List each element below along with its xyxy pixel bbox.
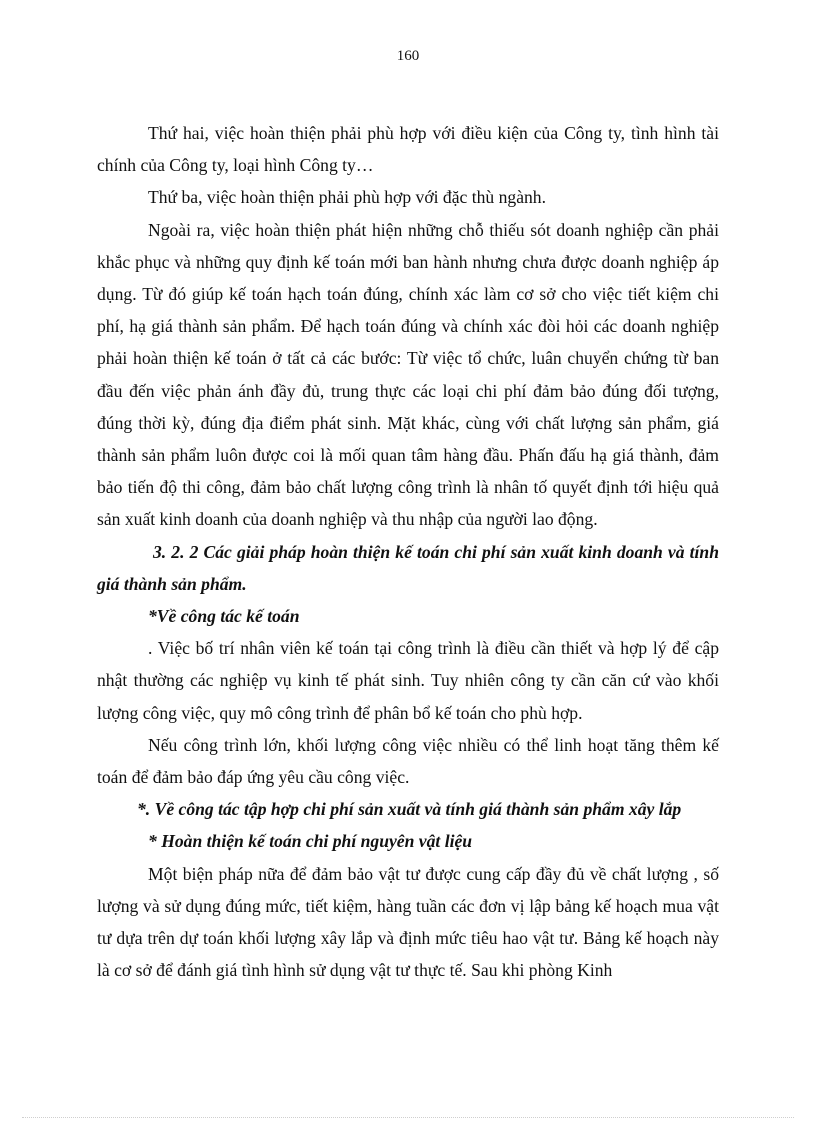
paragraph-material-supply: Một biện pháp nữa để đảm bảo vật tư được cung cấp đầy đủ về chất lượng , số lượng và sử dụng đúng mức, tiết kiệm, hàng tuần các đơn vị lập bảng kế hoạch mua vật tư dựa trên dự toán khối lượng xây lắp và định mức tiêu hao vật tư. Bảng kế hoạch này là cơ sở để đánh giá tình hình sử dụng vật tư thực tế. Sau khi phòng Kinh (97, 863, 719, 981)
subheading-material-costs: * Hoàn thiện kế toán chi phí nguyên vật liệu (148, 831, 473, 852)
paragraph-second-point: Thứ hai, việc hoàn thiện phải phù hợp với điều kiện của Công ty, tình hình tài chính của Công ty, loại hình Công ty… (97, 123, 719, 176)
body-text (97, 117, 719, 986)
page-bottom-divider (22, 1117, 794, 1118)
paragraph-large-projects: Nếu công trình lớn, khối lượng công việc nhiều có thể linh hoạt tăng thêm kế toán để đảm bảo đáp ứng yêu cầu công việc. (97, 734, 719, 788)
section-heading-3-2-2: 3. 2. 2 Các giải pháp hoàn thiện kế toán chi phí sản xuất kinh doanh và tính giá thành sản phẩm. (97, 541, 719, 594)
paragraph-moreover: Ngoài ra, việc hoàn thiện phát hiện những chỗ thiếu sót doanh nghiệp cần phải khắc phục và những quy định kế toán mới ban hành nhưng chưa được doanh nghiệp áp dụng. Từ đó giúp kế toán hạch toán đúng, chính xác làm cơ sở cho việc tiết kiệm chi phí, hạ giá thành sản phẩm. Để hạch toán đúng và chính xác đòi hỏi các doanh nghiệp phải hoàn thiện kế toán ở tất cả các bước: Từ việc tổ chức, luân chuyển chứng từ ban đầu đến việc phản ánh đầy đủ, trung thực các loại chi phí đảm bảo đúng đối tượng, đúng thời kỳ, đúng địa điểm phát sinh. Mặt khác, cùng với chất lượng sản phẩm, giá thành sản phẩm luôn được coi là mối quan tâm hàng đầu. Phấn đấu hạ giá thành, đảm bảo tiến độ thi công, đảm bảo chất lượng công trình là nhân tố quyết định tới hiệu quả sản xuất kinh doanh của doanh nghiệp và thu nhập của người lao động. (97, 219, 719, 530)
subheading-cost-collection: *. Về công tác tập hợp chi phí sản xuất và tính giá thành sản phẩm xây lắp (137, 799, 682, 820)
paragraph-third-point: Thứ ba, việc hoàn thiện phải phù hợp với đặc thù ngành. (148, 187, 547, 208)
page-number: 160 (396, 48, 420, 64)
subheading-accounting-work: *Về công tác kế toán (148, 606, 300, 627)
paragraph-staff-arrangement: . Việc bố trí nhân viên kế toán tại công trình là điều cần thiết và hợp lý để cập nhật thường các nghiệp vụ kinh tế phát sinh. Tuy nhiên công ty cần căn cứ vào khối lượng công việc, quy mô công trình để phân bổ kế toán cho phù hợp. (97, 638, 719, 723)
